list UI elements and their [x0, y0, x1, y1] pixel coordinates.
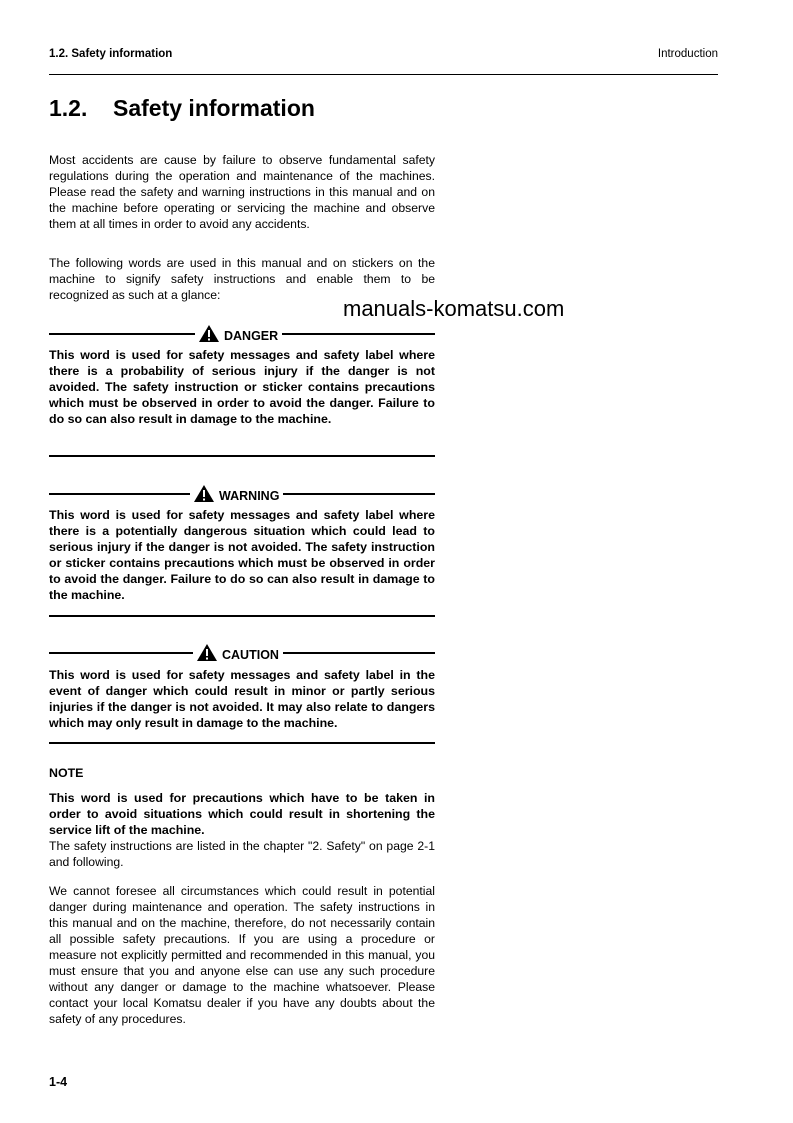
warning-end-rule [49, 615, 435, 617]
warning-triangle-icon [196, 643, 218, 662]
danger-heading [49, 324, 435, 344]
caution-text: This word is used for safety messages and safety label in the event of danger which could result in minor or partly serious injuries if the danger is not avoided. It may also relate to dangers which may only result in damage to the machine. [49, 668, 435, 730]
note-heading: NOTE [49, 766, 84, 780]
intro-paragraph-2: The following words are used in this manual and on stickers on the machine to signify safety instructions and enable them to be recognized as such at a glance: [49, 256, 435, 302]
danger-end-rule [49, 455, 435, 457]
note-bold-text: This word is used for precautions which have to be taken in order to avoid situations which could result in shortening the service lift of the machine. [49, 791, 435, 837]
running-header-chapter: Introduction [657, 48, 718, 60]
warning-text: This word is used for safety messages and safety label where there is a potentially dangerous situation which could lead to serious injury if the danger is not avoided. The safety instruction or sticker contains precautions which must be observed in order to avoid the danger. Failure to do so can also result in damage to the machine. [49, 508, 435, 602]
intro-paragraph-1: Most accidents are cause by failure to observe fundamental safety regulations during the operation and maintenance of the machines. Please read the safety and warning instructions in this manual and on the machine before operating or servicing the machine and observe them at all times in order to avoid any accidents. [49, 153, 435, 231]
warning-triangle-icon [193, 484, 215, 503]
warning-label-box [190, 484, 283, 506]
warning-label: WARNING [219, 489, 280, 503]
caution-label-box [193, 643, 283, 665]
note-text: The safety instructions are listed in the chapter "2. Safety" on page 2-1 and following. [49, 839, 435, 869]
danger-label-box [195, 324, 282, 346]
page-number: 1-4 [49, 1075, 68, 1089]
section-number: 1.2. [49, 95, 88, 121]
page-title [49, 95, 315, 122]
closing-paragraph: We cannot foresee all circumstances which could result in potential danger during maintenance and operation. The safety instructions in this manual and on the machine, therefore, do not necessarily contain all possible safety precautions. If you are using a procedure or measure not explicitly permitted and recommended in this manual, you must ensure that you and anyone else can use any such procedure without any danger or damage to the machine whatsoever. Please contact your local Komatsu dealer if you have any doubts about the safety of any procedures. [49, 884, 435, 1026]
warning-heading [49, 484, 435, 504]
section-title: Safety information [113, 95, 315, 121]
danger-label: DANGER [224, 329, 279, 343]
danger-text: This word is used for safety messages and safety label where there is a probability of serious injury if the danger is not avoided. The safety instruction or sticker contains precautions which must be observed in order to avoid the danger. Failure to do so can also result in damage to the machine. [49, 348, 435, 426]
header-divider [49, 74, 718, 75]
running-header-section: 1.2. Safety information [49, 48, 173, 60]
watermark: manuals-komatsu.com [343, 296, 565, 321]
caution-heading [49, 643, 435, 663]
caution-end-rule [49, 742, 435, 744]
caution-label: CAUTION [222, 648, 279, 662]
warning-triangle-icon [198, 324, 220, 343]
